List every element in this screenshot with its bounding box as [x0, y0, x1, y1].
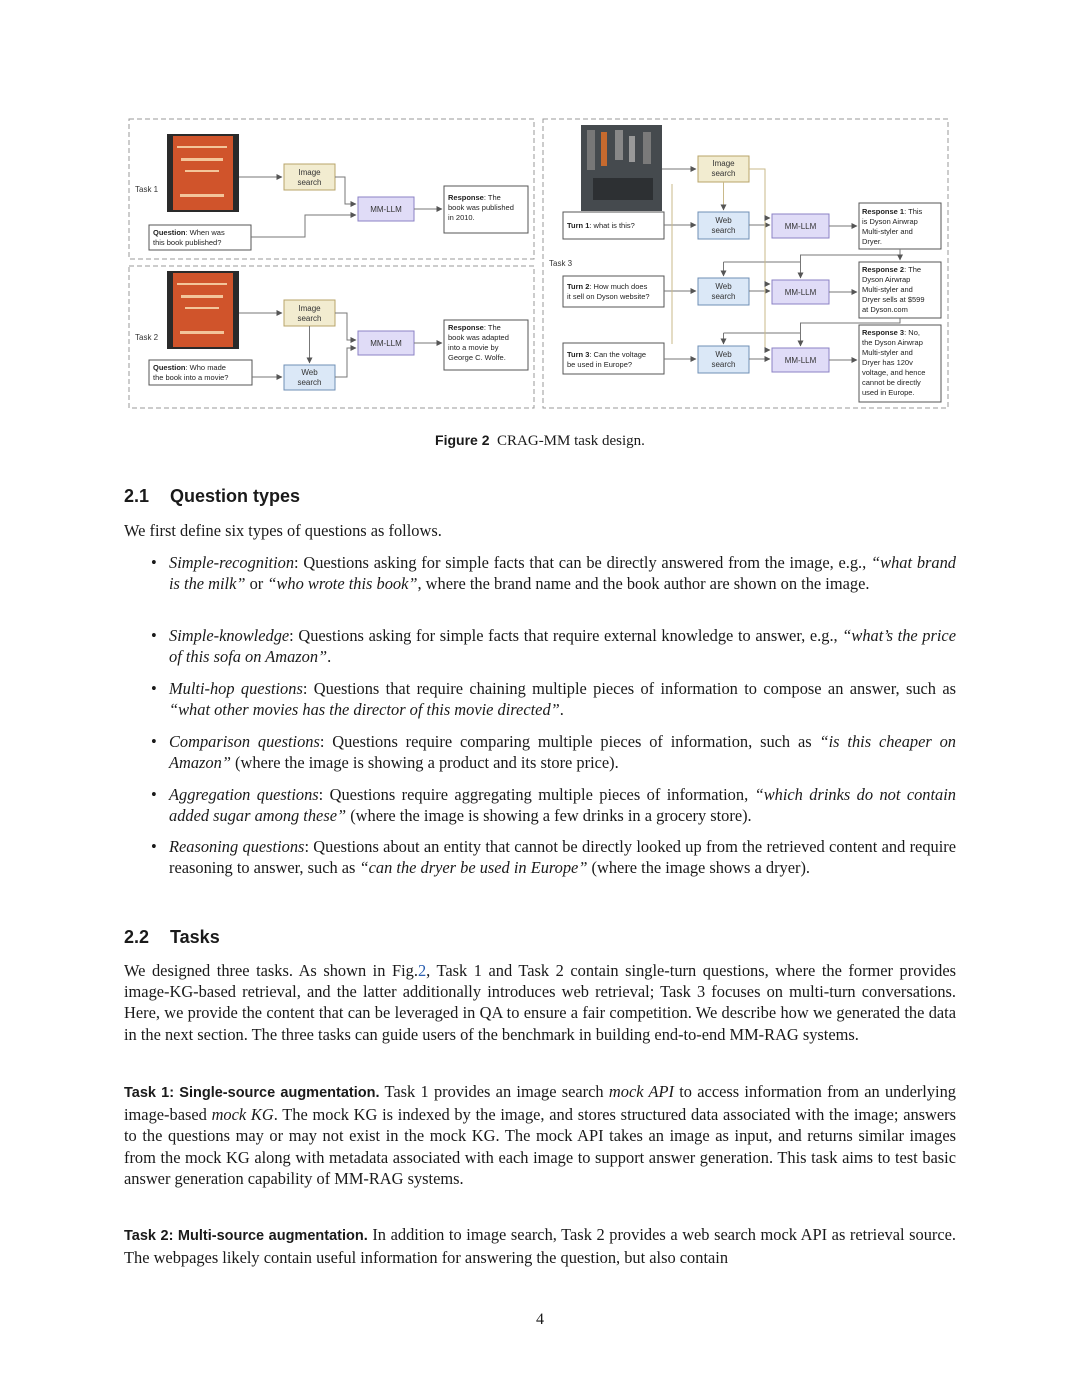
- task3-mm-llm-node-3: [772, 348, 829, 372]
- task2-image-search-node: [284, 300, 335, 326]
- task1-label: Task 1: [135, 185, 159, 194]
- task3-response-3-box: [859, 325, 941, 402]
- svg-text:search: search: [711, 169, 736, 178]
- task3-image-search-node: [698, 156, 749, 182]
- task2-question-box: [149, 360, 252, 385]
- task3-web-search-node-3: [698, 346, 749, 373]
- svg-text:MM-LLM: MM-LLM: [784, 356, 817, 365]
- task3-web-search-node-2: [698, 278, 749, 305]
- svg-text:Response 3: No,: Response 3: No,: [862, 328, 920, 337]
- section-2-2-intro: We designed three tasks. As shown in Fig.2, Task 1 and Task 2 contain single-turn questions, where the former provides image-KG-based retrieval, and the latter additionally introduces web retrieval; Task 3 focuses on multi-turn conversations. Here, we provide the content that can be leveraged in QA to ensure a fair competition. We describe how we generated the data in the next section. The three tasks can guide users of the benchmark in building end-to-end MM-RAG systems.: [124, 961, 956, 1044]
- section-2-2-heading: 2.2 Tasks: [124, 927, 220, 947]
- svg-text:Turn 1: what is this?: Turn 1: what is this?: [567, 221, 635, 230]
- task3-mm-llm-node-1: [772, 214, 829, 238]
- turn2-box: [563, 276, 664, 307]
- figure-diagram: [125, 114, 955, 414]
- task1-mm-llm-node: [358, 197, 414, 221]
- svg-text:Multi-styler and: Multi-styler and: [862, 227, 913, 236]
- svg-text:Dryer.: Dryer.: [862, 237, 883, 246]
- task2-response-box: [444, 320, 528, 370]
- svg-text:book was adapted: book was adapted: [448, 333, 509, 342]
- caption-text: CRAG-MM task design.: [497, 433, 645, 449]
- task3-label: Task 3: [549, 259, 573, 268]
- task3-mm-llm-node-2: [772, 280, 829, 304]
- svg-text:voltage, and hence: voltage, and hence: [862, 368, 926, 377]
- bullet-simple-recognition: • Simple-recognition: Questions asking for simple facts that can be directly answered from the image, e.g., “what brand is the milk” or “who wrote this book”, where the brand name and the book author are shown on the image.: [151, 553, 956, 594]
- svg-text:Web: Web: [715, 282, 732, 291]
- turn3-box: [563, 343, 664, 374]
- task2-web-search-node: [284, 365, 335, 390]
- figure-crag-mm-task-design: [125, 114, 955, 414]
- task3-image-search-feeds: [672, 169, 770, 350]
- svg-text:MM-LLM: MM-LLM: [784, 288, 817, 297]
- svg-text:Multi-styler and: Multi-styler and: [862, 285, 913, 294]
- turn1-box: [563, 212, 664, 239]
- svg-text:in 2010.: in 2010.: [448, 213, 475, 222]
- svg-text:book was published: book was published: [448, 203, 514, 212]
- svg-text:Dryer has 120v: Dryer has 120v: [862, 358, 913, 367]
- svg-text:Multi-styler and: Multi-styler and: [862, 348, 913, 357]
- svg-text:Image: Image: [298, 168, 321, 177]
- task3-response-1-box: [859, 203, 941, 249]
- svg-text:search: search: [711, 292, 736, 301]
- task1-image-search-node: [284, 164, 335, 190]
- task2-paragraph: Task 2: Multi-source augmentation. In addition to image search, Task 2 provides a web search mock API as retrieval source. The webpages likely contain useful information for answering the question, but also contain: [124, 1225, 956, 1268]
- svg-text:search: search: [711, 226, 736, 235]
- caption-label: Figure 2: [435, 432, 490, 448]
- svg-text:the book into a movie?: the book into a movie?: [153, 373, 229, 382]
- svg-text:Turn 3: Can the voltage: Turn 3: Can the voltage: [567, 350, 647, 359]
- task2-label: Task 2: [135, 333, 159, 342]
- svg-text:Question: When was: Question: When was: [153, 228, 225, 237]
- book-cover-image-1: [167, 134, 239, 212]
- svg-text:the Dyson Airwrap: the Dyson Airwrap: [862, 338, 923, 347]
- svg-text:at Dyson.com: at Dyson.com: [862, 305, 908, 314]
- svg-text:Image: Image: [298, 304, 321, 313]
- task3-web-search-node-1: [698, 212, 749, 239]
- bullet-aggregation: • Aggregation questions: Questions require aggregating multiple pieces of information, “which drinks do not contain added sugar among these” (where the image is showing a few drinks in a grocery store).: [151, 785, 956, 826]
- svg-text:MM-LLM: MM-LLM: [784, 222, 817, 231]
- task1-response-box: [444, 186, 528, 233]
- fig-ref-link[interactable]: 2: [417, 961, 427, 980]
- svg-text:George C. Wolfe.: George C. Wolfe.: [448, 353, 506, 362]
- svg-text:Dyson Airwrap: Dyson Airwrap: [862, 275, 911, 284]
- bullet-simple-knowledge: • Simple-knowledge: Questions asking for simple facts that require external knowledge to answer, e.g., “what’s the price of this sofa on Amazon”.: [151, 626, 956, 667]
- svg-text:Turn 2: How much does: Turn 2: How much does: [567, 282, 648, 291]
- task3-response-2-box: [859, 262, 941, 318]
- svg-text:Web: Web: [301, 368, 318, 377]
- svg-text:Dryer sells at $599: Dryer sells at $599: [862, 295, 925, 304]
- svg-text:Response 2: The: Response 2: The: [862, 265, 922, 274]
- page-number: 4: [536, 1311, 544, 1328]
- task1-paragraph: Task 1: Single-source augmentation. Task 1 provides an image search mock API to access information from an underlying image-based mock KG. The mock KG is indexed by the image, and stores structured data associated with the image; answers to the questions may or may not exist in the mock KG. The mock API takes an image as input, and returns similar images from the mock KG along with metadata associated with each image to support answer generation. This task aims to test basic answer generation capability of MM-RAG systems.: [124, 1082, 956, 1188]
- svg-text:cannot be directly: cannot be directly: [862, 378, 921, 387]
- svg-text:Image: Image: [712, 159, 735, 168]
- svg-text:MM-LLM: MM-LLM: [370, 205, 402, 214]
- svg-text:into a movie by: into a movie by: [448, 343, 499, 352]
- svg-text:search: search: [297, 378, 322, 387]
- task2-mm-llm-node: [358, 331, 414, 355]
- dyson-product-image: [581, 125, 662, 211]
- svg-text:search: search: [297, 178, 322, 187]
- bullet-reasoning: • Reasoning questions: Questions about an entity that cannot be directly looked up from the retrieved content and require reasoning to answer, such as “can the dryer be used in Europe” (where the image shows a dryer).: [151, 837, 956, 878]
- svg-text:Response: The: Response: The: [448, 323, 501, 332]
- book-cover-image-2: [167, 271, 239, 349]
- svg-text:Web: Web: [715, 350, 732, 359]
- svg-text:Web: Web: [715, 216, 732, 225]
- svg-text:Response 1: This: Response 1: This: [862, 207, 923, 216]
- svg-text:this book published?: this book published?: [153, 238, 222, 247]
- svg-text:MM-LLM: MM-LLM: [370, 339, 402, 348]
- section-2-1-heading: 2.1 Question types: [124, 486, 301, 506]
- section-2-1-intro: We first define six types of questions as follows.: [124, 521, 442, 540]
- figure-caption: [0, 432, 1080, 450]
- bullet-comparison: • Comparison questions: Questions require comparing multiple pieces of information, such as “is this cheaper on Amazon” (where the image is showing a product and its store price).: [151, 732, 956, 773]
- svg-text:search: search: [711, 360, 736, 369]
- svg-text:Question: Who made: Question: Who made: [153, 363, 226, 372]
- svg-text:it sell on Dyson website?: it sell on Dyson website?: [567, 292, 650, 301]
- svg-text:search: search: [297, 314, 322, 323]
- svg-text:be used in Europe?: be used in Europe?: [567, 360, 633, 369]
- svg-text:is Dyson Airwrap: is Dyson Airwrap: [862, 217, 918, 226]
- task1-question-box: [149, 225, 251, 250]
- svg-text:used in Europe.: used in Europe.: [862, 388, 915, 397]
- bullet-multi-hop: • Multi-hop questions: Questions that require chaining multiple pieces of information to compose an answer, such as “what other movies has the director of this movie directed”.: [151, 679, 957, 720]
- svg-text:Response: The: Response: The: [448, 193, 501, 202]
